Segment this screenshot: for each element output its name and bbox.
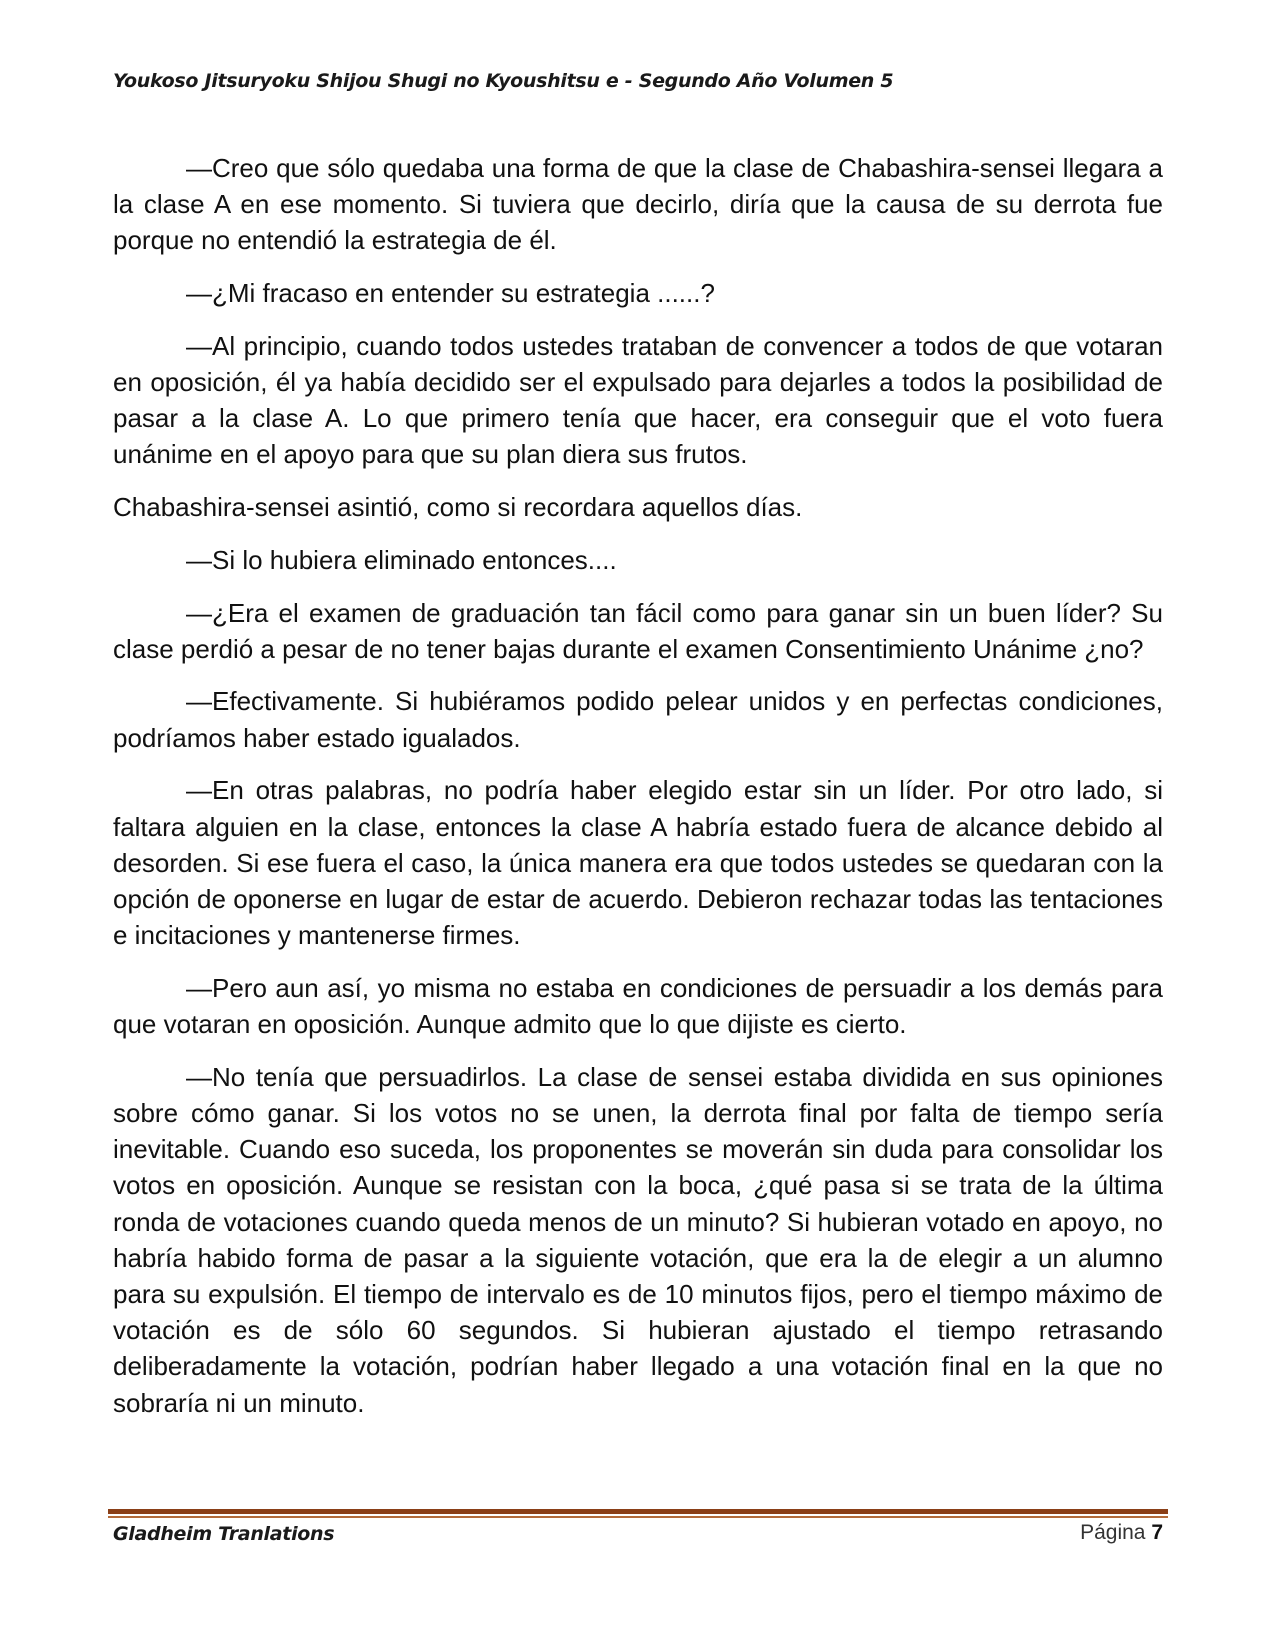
page-number: 7	[1151, 1521, 1163, 1544]
paragraph: —Efectivamente. Si hubiéramos podido pelear unidos y en perfectas condiciones, podríamos haber estado igualados.	[113, 686, 1163, 753]
page-header-title: Youkoso Jitsuryoku Shijou Shugi no Kyoushitsu e - Segundo Año Volumen 5	[113, 70, 894, 92]
paragraph: —No tenía que persuadirlos. La clase de sensei estaba dividida en sus opiniones sobre cómo ganar. Si los votos no se unen, la derrota final por falta de tiempo sería inevitable. Cuando eso suceda, los proponentes se moverán sin duda para consolidar los votos en oposición. Aunque se resistan con la boca, ¿qué pasa si se trata de la última ronda de votaciones cuando queda menos de un minuto? Si hubieran votado en apoyo, no habría habido forma de pasar a la siguiente votación, que era la de elegir a un alumno para su expulsión. El tiempo de intervalo es de 10 minutos fijos, pero el tiempo máximo de votación es de sólo 60 segundos. Si hubieran ajustado el tiempo retrasando deliberadamente la votación, podrían haber llegado a una votación final en la que no sobraría ni un minuto.	[113, 1061, 1163, 1418]
footer-translator: Gladheim Tranlations	[113, 1523, 335, 1545]
paragraph: —Si lo hubiera eliminado entonces....	[186, 544, 617, 575]
page-label: Página	[1080, 1521, 1146, 1544]
paragraph: Chabashira-sensei asintió, como si recordara aquellos días.	[113, 492, 803, 523]
page-number-block	[1080, 1521, 1163, 1545]
footer-divider-thick	[108, 1509, 1168, 1514]
paragraph: —En otras palabras, no podría haber elegido estar sin un líder. Por otro lado, si faltara alguien en la clase, entonces la clase A habría estado fuera de alcance debido al desorden. Si ese fuera el caso, la única manera era que todos ustedes se quedaran con la opción de oponerse en lugar de estar de acuerdo. Debieron rechazar todas las tentaciones e incitaciones y mantenerse firmes.	[113, 775, 1163, 951]
paragraph: —¿Era el examen de graduación tan fácil como para ganar sin un buen líder? Su clase perdió a pesar de no tener bajas durante el examen Consentimiento Unánime ¿no?	[113, 597, 1163, 664]
paragraph: —¿Mi fracaso en entender su estrategia ......?	[186, 278, 715, 309]
paragraph: —Pero aun así, yo misma no estaba en condiciones de persuadir a los demás para que votaran en oposición. Aunque admito que lo que dijiste es cierto.	[113, 972, 1163, 1040]
footer-divider-thin	[108, 1516, 1168, 1518]
paragraph: —Creo que sólo quedaba una forma de que la clase de Chabashira-sensei llegara a la clase A en ese momento. Si tuviera que decirlo, diría que la causa de su derrota fue porque no entendió la estrategia de él.	[113, 153, 1163, 256]
footer-divider	[108, 1509, 1168, 1518]
chapter-body	[113, 150, 1163, 1437]
paragraph: —Al principio, cuando todos ustedes trataban de convencer a todos de que votaran en oposición, él ya había decidido ser el expulsado para dejarles a todos la posibilidad de pasar a la clase A. Lo que primero tenía que hacer, era conseguir que el voto fuera unánime en el apoyo para que su plan diera sus frutos.	[113, 330, 1163, 470]
